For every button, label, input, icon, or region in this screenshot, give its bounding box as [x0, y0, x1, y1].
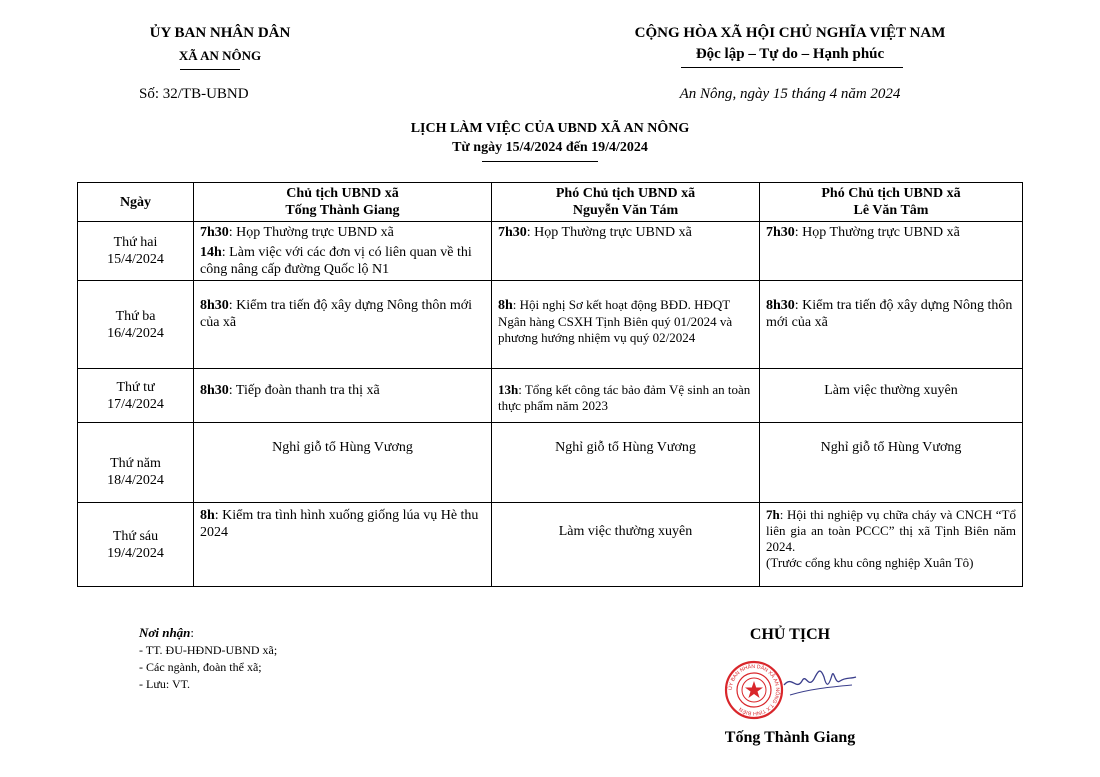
agency-name: ỦY BAN NHÂN DÂN	[149, 25, 291, 41]
commune-name: XÃ AN NÔNG	[178, 48, 262, 63]
table-row	[78, 281, 1023, 369]
entry-time: 8h	[498, 298, 513, 313]
entry-time: 8h30	[200, 383, 229, 398]
schedule-cell	[492, 222, 760, 281]
day-cell	[78, 503, 194, 587]
entry-text: : Họp Thường trực UBND xã	[228, 225, 394, 240]
schedule-entry	[200, 297, 485, 331]
title-divider	[482, 161, 598, 162]
entry-text: Nghỉ giỗ tổ Hùng Vương	[820, 440, 962, 455]
schedule-cell	[760, 369, 1023, 423]
seal-text: ỦY BAN NHÂN DÂN XÃ AN NÔNG T.X TỊNH BIÊN	[727, 663, 781, 717]
day-date: 15/4/2024	[107, 252, 164, 267]
day-name: Thứ hai	[113, 235, 158, 250]
day-cell	[78, 222, 194, 281]
header-col2-name: Nguyễn Văn Tám	[572, 203, 679, 218]
schedule-note: (Trước cổng khu công nghiệp Xuân Tô)	[766, 555, 974, 570]
recipients-list	[139, 642, 277, 693]
schedule-entry	[200, 224, 485, 241]
place-date: An Nông, ngày 15 tháng 4 năm 2024	[679, 86, 901, 102]
entry-time: 8h	[200, 508, 215, 523]
entry-text: Làm việc thường xuyên	[824, 383, 958, 398]
schedule-cell	[492, 503, 760, 587]
recipient-item: - Các ngành, đoàn thể xã;	[139, 660, 262, 674]
entry-text: Làm việc thường xuyên	[558, 524, 693, 539]
entry-text: Nghỉ giỗ tổ Hùng Vương	[272, 440, 413, 455]
schedule-entry	[766, 507, 1016, 555]
day-date: 16/4/2024	[107, 325, 164, 341]
schedule-table	[77, 182, 1023, 587]
recipient-item: - Lưu: VT.	[139, 677, 191, 691]
entry-time: 7h	[766, 507, 780, 522]
signer-name: Tống Thành Giang	[724, 729, 856, 746]
entry-text: : Tiếp đoàn thanh tra thị xã	[228, 383, 380, 398]
table-row	[78, 503, 1023, 587]
day-name: Thứ tư	[116, 379, 155, 395]
schedule-entry	[766, 224, 1016, 241]
schedule-entry	[200, 507, 485, 541]
header-col3	[760, 183, 1023, 222]
recipient-item: - TT. ĐU-HĐND-UBND xã;	[139, 643, 278, 657]
schedule-entry	[498, 297, 753, 346]
schedule-cell	[194, 423, 492, 503]
schedule-cell	[492, 281, 760, 369]
header-right-divider	[681, 67, 903, 68]
entry-time: 7h30	[766, 225, 795, 240]
entry-text: : Hội nghị Sơ kết hoạt động BĐD. HĐQT Ngân hàng CSXH Tịnh Biên quý 01/2024 và phương hướng nhiệm vụ quý 02/2024	[498, 297, 733, 345]
schedule-cell	[194, 503, 492, 587]
handwritten-signature-icon	[780, 655, 860, 705]
entry-text: : Họp Thường trực UBND xã	[526, 225, 692, 240]
schedule-cell	[760, 503, 1023, 587]
schedule-entry	[200, 244, 485, 278]
entry-time: 8h30	[766, 298, 795, 313]
schedule-entry	[498, 224, 753, 241]
day-cell	[78, 423, 194, 503]
day-cell	[78, 281, 194, 369]
document-number: Số: 32/TB-UBND	[139, 86, 249, 102]
header-col2-role: Phó Chủ tịch UBND xã	[555, 186, 696, 201]
header-day: Ngày	[78, 183, 194, 222]
header-col3-name: Lê Văn Tâm	[853, 203, 929, 218]
header-col1-name: Tống Thành Giang	[285, 203, 400, 218]
recipients-heading	[139, 625, 194, 641]
recipients-label: Nơi nhận	[139, 625, 191, 640]
entry-text: : Kiểm tra tình hình xuống giống lúa vụ Hè thu 2024	[200, 508, 479, 540]
entry-text: : Tổng kết công tác bảo đảm Vệ sinh an toàn thực phẩm năm 2023	[498, 382, 751, 413]
day-date: 17/4/2024	[107, 396, 164, 412]
header-col3-role: Phó Chủ tịch UBND xã	[821, 186, 961, 201]
entry-time: 8h30	[200, 298, 229, 313]
schedule-cell	[760, 222, 1023, 281]
header-left-divider	[180, 69, 240, 70]
entry-text: : Họp Thường trực UBND xã	[794, 225, 960, 240]
table-header-row	[78, 183, 1023, 222]
day-name: Thứ năm	[110, 456, 161, 471]
schedule-cell	[760, 281, 1023, 369]
entry-time: 13h	[498, 382, 519, 397]
nation-motto: Độc lập – Tự do – Hạnh phúc	[695, 46, 885, 62]
day-name: Thứ sáu	[112, 528, 159, 544]
entry-time: 7h30	[498, 225, 527, 240]
entry-text: : Hội thi nghiệp vụ chữa cháy và CNCH “Tổ liên gia an toàn PCCC” thị xã Tịnh Biên năm 2024.	[766, 507, 1016, 554]
schedule-cell	[760, 423, 1023, 503]
day-date: 18/4/2024	[107, 473, 164, 488]
day-name: Thứ ba	[115, 308, 156, 324]
schedule-entry	[200, 382, 485, 399]
schedule-entry	[498, 382, 753, 414]
schedule-cell	[194, 369, 492, 423]
official-seal-icon	[724, 660, 784, 720]
page-title: LỊCH LÀM VIỆC CỦA UBND XÃ AN NÔNG	[410, 121, 690, 136]
table-row	[78, 222, 1023, 281]
entry-text: : Kiểm tra tiến độ xây dựng Nông thôn mới của xã	[200, 298, 473, 330]
schedule-cell	[492, 423, 760, 503]
entry-time: 7h30	[200, 225, 229, 240]
entry-text: Nghỉ giỗ tổ Hùng Vương	[555, 440, 696, 455]
entry-time: 14h	[200, 245, 222, 260]
nation-name: CỘNG HÒA XÃ HỘI CHỦ NGHĨA VIỆT NAM	[634, 25, 946, 41]
recipients-colon: :	[190, 625, 195, 640]
entry-text: : Làm việc với các đơn vị có liên quan về thi công nâng cấp đường Quốc lộ N1	[200, 245, 472, 277]
schedule-cell	[194, 222, 492, 281]
page-subtitle: Từ ngày 15/4/2024 đến 19/4/2024	[452, 140, 648, 155]
signature-title: CHỦ TỊCH	[749, 626, 831, 643]
header-col1-role: Chủ tịch UBND xã	[286, 186, 399, 201]
schedule-cell	[492, 369, 760, 423]
schedule-entry	[766, 297, 1016, 331]
header-col1	[194, 183, 492, 222]
day-date: 19/4/2024	[107, 545, 164, 561]
table-row	[78, 423, 1023, 503]
day-cell	[78, 369, 194, 423]
schedule-cell	[194, 281, 492, 369]
header-col2	[492, 183, 760, 222]
entry-text: : Kiểm tra tiến độ xây dựng Nông thôn mới của xã	[766, 298, 1013, 330]
table-row	[78, 369, 1023, 423]
